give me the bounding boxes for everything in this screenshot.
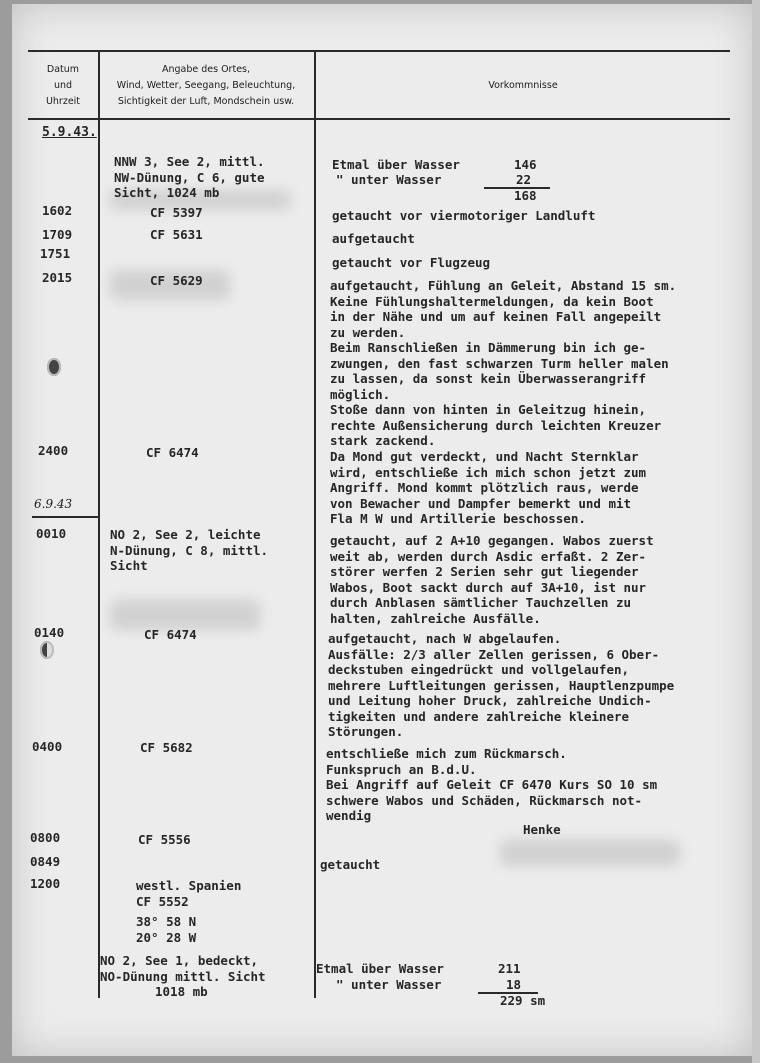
date-entry: 5.9.43.	[42, 125, 97, 140]
position-entry: CF 5556	[138, 832, 191, 847]
position-entry: CF 5629	[150, 273, 203, 288]
header-col-date: Datum und Uhrzeit	[45, 64, 81, 107]
moon-phase-icon	[47, 358, 61, 376]
event-entry: getaucht vor viermotoriger Landluft	[332, 208, 596, 223]
date-underline	[32, 516, 98, 518]
position-entry: westl. Spanien CF 5552	[136, 878, 242, 909]
event-entry: getaucht vor Flugzeug	[332, 255, 491, 270]
moon-phase-icon	[40, 641, 54, 659]
position-entry: CF 5397	[150, 205, 203, 220]
smudge	[500, 840, 680, 866]
etmal-value: 146	[514, 157, 537, 172]
time-entry: 0140	[34, 625, 65, 640]
weather-entry: NO 2, See 1, bedeckt, NO-Dünung mittl. Sicht 1018 mb	[100, 953, 266, 999]
time-entry: 2015	[42, 270, 73, 285]
event-entry: getaucht	[320, 857, 381, 872]
weather-entry: NO 2, See 2, leichte N-Dünung, C 8, mittl. Sicht	[110, 527, 269, 573]
time-entry: 2400	[38, 443, 69, 458]
header-col-location: Angabe des Ortes, Wind, Wetter, Seegang, Beleuchtung, Sichtigkeit der Luft, Mondschein usw.	[116, 64, 296, 107]
etmal-total: 168	[514, 188, 537, 203]
header-bottom-border	[28, 118, 730, 120]
signature: Henke	[523, 822, 561, 837]
time-entry: 0849	[30, 854, 61, 869]
top-border	[28, 50, 730, 52]
time-entry: 0400	[32, 739, 63, 754]
etmal-total: 229 sm	[500, 993, 546, 1008]
event-entry: entschließe mich zum Rückmarsch. Funkspruch an B.d.U. Bei Angriff auf Geleit CF 6470 Kurs SO 10 sm schwere Wabos und Schäden, Rückmarsch not- wendig	[326, 746, 658, 823]
position-entry: CF 6474	[144, 627, 197, 642]
etmal-label: Etmal über Wasser	[316, 961, 444, 976]
time-entry: 1602	[42, 203, 73, 218]
position-entry: CF 6474	[146, 445, 199, 460]
time-entry: 0800	[30, 830, 61, 845]
etmal-value: 18	[506, 977, 522, 992]
header-col-events: Vorkommnisse	[488, 80, 558, 91]
event-entry: aufgetaucht, Fühlung an Geleit, Abstand 15 sm. Keine Fühlungshaltermeldungen, da kein Boot in der Nähe und um auf keinen Fall angepeilt zu werden. Beim Ranschließen in Dämmerung bin ich ge- zwungen, den fast schwarzen Turm heller malen zu lassen, da sonst kein Überwasserangriff möglich. Stoße dann von hinten in Geleitzug hinein, rechte Außensicherung durch leichten Kreuzer stark zackend.	[330, 278, 677, 448]
position-entry: CF 5682	[140, 740, 193, 755]
event-entry: aufgetaucht, nach W abgelaufen. Ausfälle: 2/3 aller Zellen gerissen, 6 Ober- deckstuben eingedrückt und vollgelaufen, mehrere Luftleitungen gerissen, Hauptlenzpumpe und Leitung hoher Druck, zahlreiche Undich- tigkeiten und andere zahlreiche kleinere Störungen.	[328, 631, 675, 739]
weather-entry: NNW 3, See 2, mittl. NW-Dünung, C 6, gute Sicht, 1024 mb	[114, 154, 265, 200]
etmal-label: " unter Wasser	[336, 977, 442, 992]
etmal-label: " unter Wasser	[336, 172, 442, 187]
date-entry-handwritten: 6.9.43	[34, 497, 73, 511]
time-entry: 1709	[42, 227, 73, 242]
time-entry: 1200	[30, 876, 61, 891]
col-divider-2	[314, 50, 316, 998]
coordinates: 38° 58 N 20° 28 W	[136, 914, 197, 945]
event-entry: getaucht, auf 2 A+10 gegangen. Wabos zuerst weit ab, werden durch Asdic erfaßt. 2 Zer- störer werfen 2 Serien sehr gut liegender Wabos, Boot sackt durch auf 3A+10, ist nur durch Anblasen sämtlicher Tauchzellen zu halten, zahlreiche Ausfälle.	[330, 533, 654, 626]
time-entry: 1751	[40, 246, 71, 261]
etmal-value: 211	[498, 961, 521, 976]
time-entry: 0010	[36, 526, 67, 541]
event-entry: aufgetaucht	[332, 231, 415, 246]
etmal-label: Etmal über Wasser	[332, 157, 460, 172]
position-entry: CF 5631	[150, 227, 203, 242]
etmal-value: 22	[516, 172, 532, 187]
event-entry: Da Mond gut verdeckt, und Nacht Sternklar wird, entschließe ich mich schon jetzt zum Angriff. Mond kommt plötzlich raus, werde von Bewacher und Dampfer bemerkt und mit Fla M W und Artillerie beschossen.	[330, 449, 647, 526]
col-divider-1	[98, 50, 100, 998]
page-edge	[752, 0, 760, 1063]
smudge	[110, 600, 260, 630]
